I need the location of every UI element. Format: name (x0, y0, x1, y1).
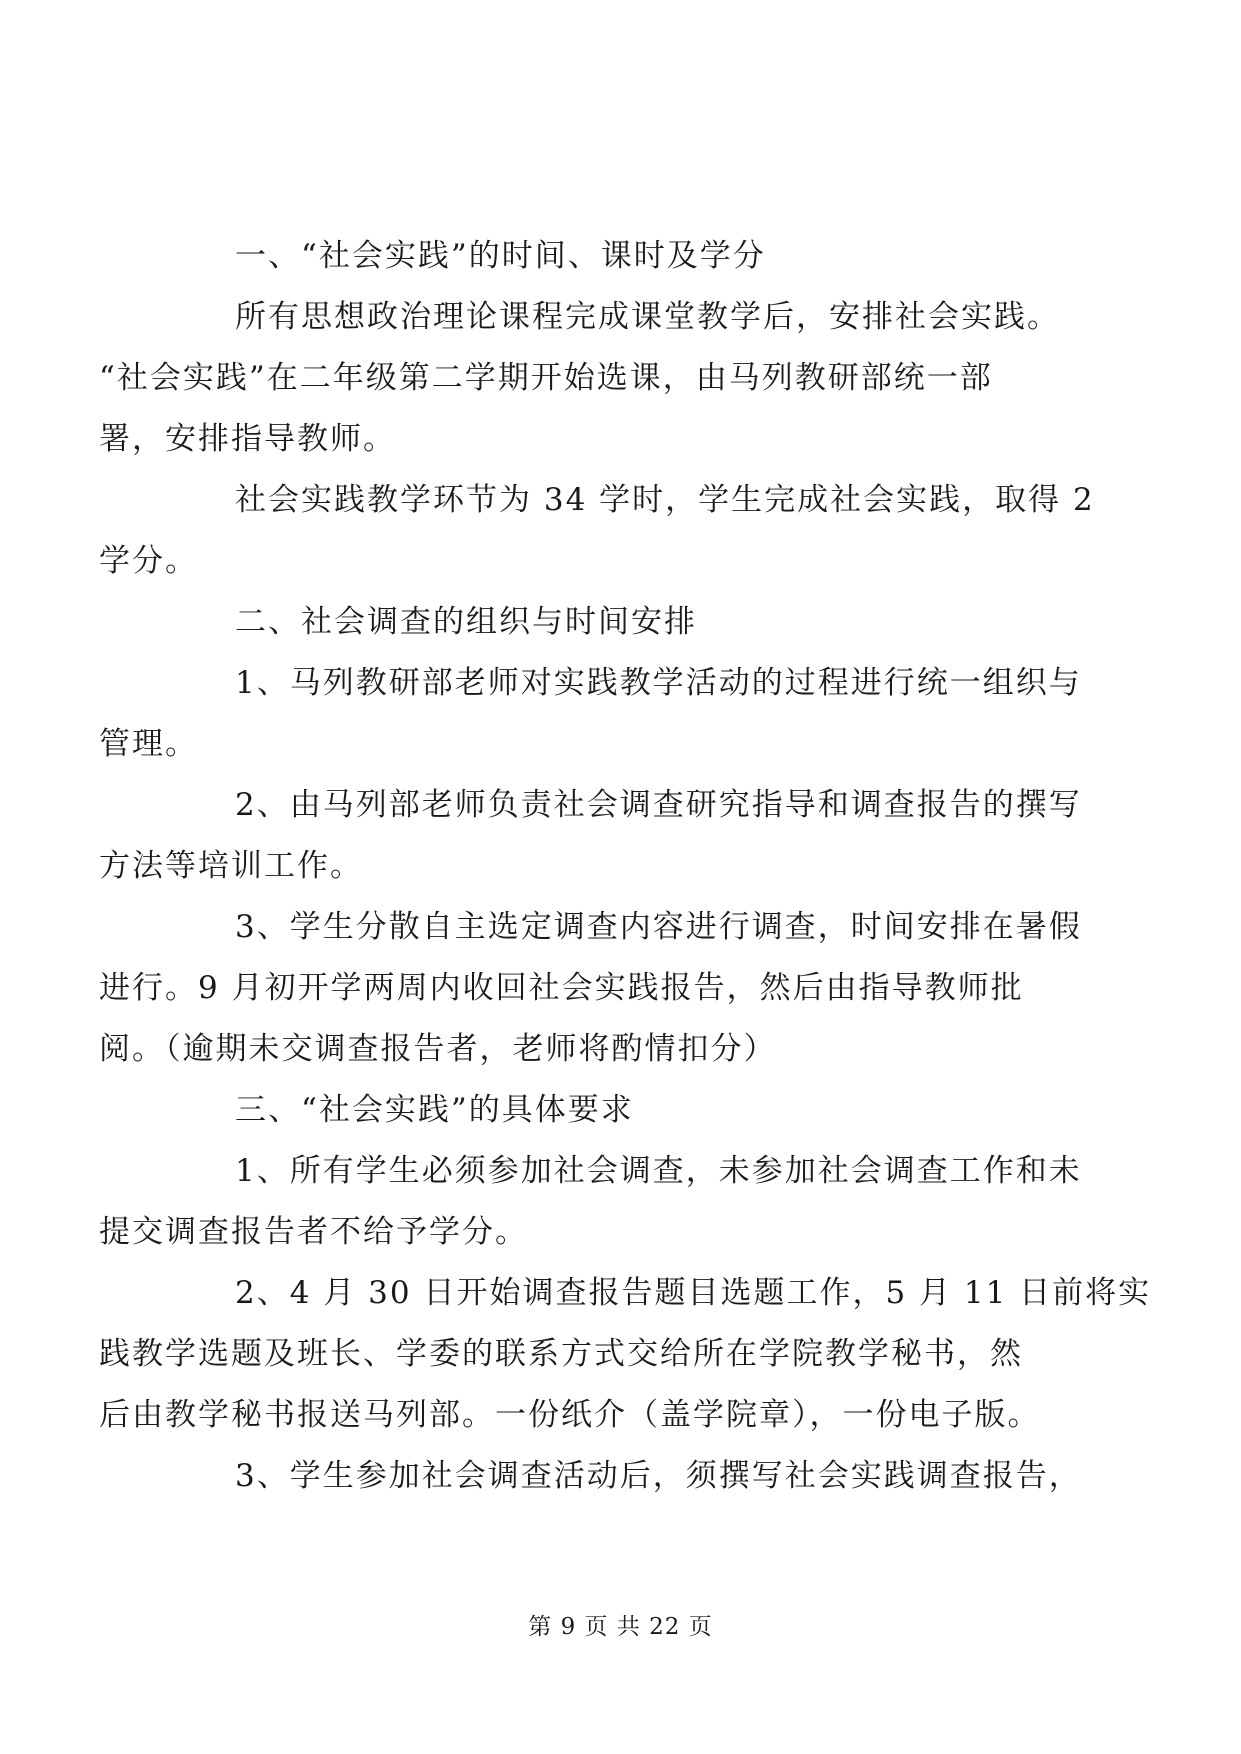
text-line: 1、所有学生必须参加社会调查，未参加社会调查工作和未 (235, 1153, 1082, 1189)
text-line: 学分。 (99, 543, 198, 579)
text-line: 署，安排指导教师。 (99, 421, 396, 457)
text-line: 阅。（逾期未交调查报告者，老师将酌情扣分） (99, 1031, 777, 1067)
section-heading-1 (167, 226, 1087, 287)
text-line: 提交调查报告者不给予学分。 (99, 1214, 528, 1250)
text-line: 一、“社会实践”的时间、课时及学分 (235, 238, 766, 274)
list-item (99, 1263, 1152, 1446)
list-item (167, 1446, 1087, 1507)
text-line: 所有思想政治理论课程完成课堂教学后，安排社会实践。 (235, 299, 1060, 335)
text-line: “社会实践”在二年级第二学期开始选课，由马列教研部统一部 (99, 360, 993, 396)
text-line: 3、学生参加社会调查活动后，须撰写社会实践调查报告， (235, 1458, 1082, 1494)
text-line: 二、社会调查的组织与时间安排 (235, 604, 697, 640)
text-line: 进行。9 月初开学两周内收回社会实践报告，然后由指导教师批 (99, 970, 1024, 1006)
text-line: 2、4 月 30 日开始调查报告题目选题工作，5 月 11 日前将实 (235, 1275, 1152, 1311)
page-number-footer: 第 9 页 共 22 页 (528, 1614, 713, 1640)
text-line: 3、学生分散自主选定调查内容进行调查，时间安排在暑假 (235, 909, 1082, 945)
section-heading-2 (167, 592, 1087, 653)
document-body (99, 226, 1152, 1507)
paragraph (99, 470, 1095, 592)
section-heading-3 (167, 1080, 1087, 1141)
text-line: 后由教学秘书报送马列部。一份纸介（盖学院章），一份电子版。 (99, 1397, 1041, 1433)
text-line: 方法等培训工作。 (99, 848, 363, 884)
text-line: 1、马列教研部老师对实践教学活动的过程进行统一组织与 (235, 665, 1082, 701)
list-item (99, 775, 1087, 897)
text-line: 管理。 (99, 726, 198, 762)
list-item (99, 1141, 1087, 1263)
text-line: 2、由马列部老师负责社会调查研究指导和调查报告的撰写 (235, 787, 1082, 823)
list-item (99, 653, 1087, 775)
list-item (99, 897, 1087, 1080)
text-line: 三、“社会实践”的具体要求 (235, 1092, 634, 1128)
paragraph (99, 287, 1087, 470)
text-line: 社会实践教学环节为 34 学时，学生完成社会实践，取得 2 (235, 482, 1095, 518)
text-line: 践教学选题及班长、学委的联系方式交给所在学院教学秘书，然 (99, 1336, 1023, 1372)
